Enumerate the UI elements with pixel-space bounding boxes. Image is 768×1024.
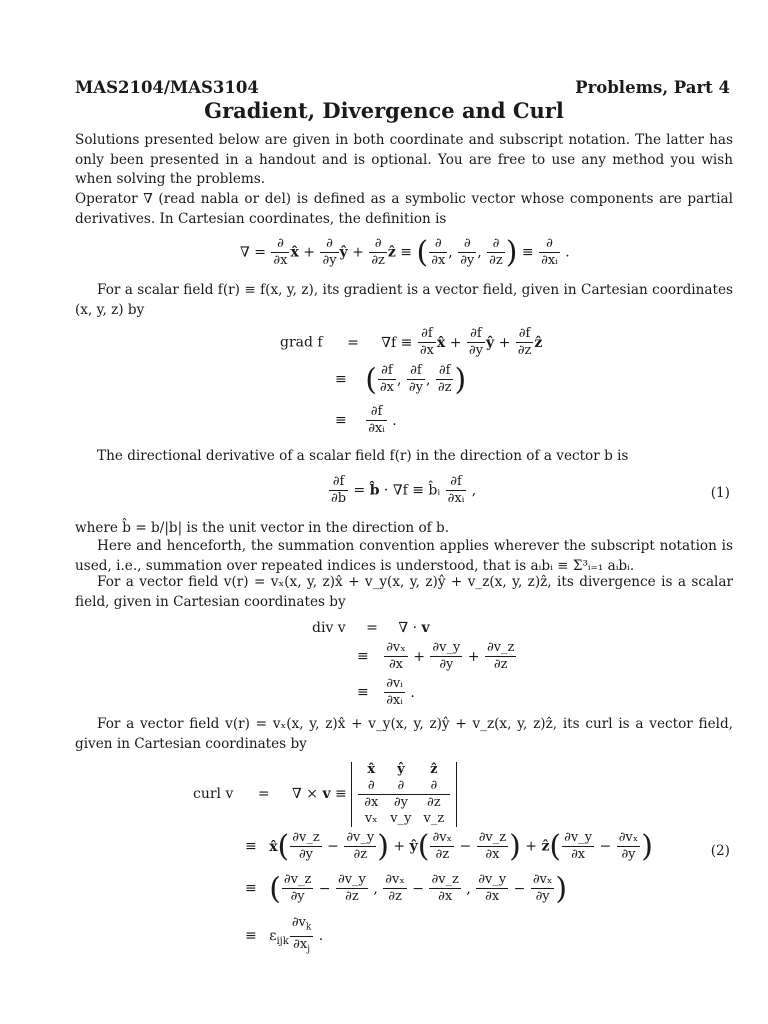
grad-row-2: ≡ ( $\frac{\partial f}{\partial x}$ , $\frac{\partial f}{\partial y}$ , $\frac{\partial f}{\partial z}$ )	[335, 361, 467, 397]
document-title: Gradient, Divergence and Curl	[204, 98, 564, 123]
curl-row-4: ≡ $\varepsilon_{ijk}$ $\frac{\partial v_k}{\partial x_j}$ .	[245, 915, 324, 955]
part-label: Problems, Part 4	[575, 78, 730, 97]
summation-paragraph: Here and henceforth, the summation convention applies wherever the subscript notation is used, i.e., summation over repeated indices is understood, that is aᵢbᵢ ≡ Σ³ᵢ₌₁ aᵢbᵢ.	[75, 538, 733, 574]
divergence-paragraph: For a vector field v(r) = vₓ(x, y, z)x̂ + v_y(x, y, z)ŷ + v_z(x, y, z)ẑ, its divergence is a scalar field, given in Cartesian coordinates by	[75, 574, 733, 610]
document-page: MAS2104/MAS3104 Problems, Part 4 Gradient, Divergence and Curl Solutions presented below are given in both coordinate and subscript notation. The latter has only been presented in a handout and is optional. You are free to use any method you wish when solving the problems. Operator ∇ (read nabla or del) is defined as a symbolic vector whose components are partial derivatives. In Cartesian coordinates, the definition is ∇ = $\frac{\partial}{\partial x}$ x̂ + $\frac{\partial}{\partial y}$ ŷ + $\frac{\partial}{\partial z}$ ẑ ≡ ( $\frac{\partial}{\partial x}$ , $\frac{\partial}{\partial y}$ , $\frac{\partial}{\partial z}$ ) ≡ $\frac{\partial}{\text{∂xᵢ}}$ . For a scalar field f(r) ≡ f(x, y, z), its gradient is a vector field, given in Cartesian coordinates (x, y, z) by grad f = ∇f ≡ $\frac{\partial f}{\partial x}$ x̂ + $\frac{\partial f}{\partial y}$ ŷ + $\frac{\partial f}{\partial z}$ ẑ ≡ ( $\frac{\partial f}{\partial x}$ , $\frac{\partial f}{\partial y}$ , $\frac{\partial f}{\partial z}$ ) ≡ $\frac{\partial f}{\text{∂xᵢ}}$ . The directional derivative of a scalar field f(r) in the direction of a vector b is $\frac{\partial f}{\partial b}$ = b̂ · ∇f ≡ b̂ᵢ $\frac{\partial f}{\text{∂xᵢ}}$ , (1) where b̂ = b/|b| is the unit vector in the direction of b. Here and henceforth, the summation convention applies wherever the subscript notation is used, i.e., summation over repeated indices is understood, that is aᵢbᵢ ≡ Σ³ᵢ₌₁ aᵢbᵢ. For a vector field v(r) = vₓ(x, y, z)x̂ + v_y(x, y, z)ŷ + v_z(x, y, z)ẑ, its divergence is a scalar field, given in Cartesian coordinates by div v = ∇ · v ≡ $\frac{\text{∂vₓ}}{\partial x}$ + $\frac{\partial v\_y}{\partial y}$ + $\frac{\partial v\_z}{\partial z}$ ≡ $\frac{\text{∂vᵢ}}{\text{∂xᵢ}}$ . For a vector field v(r) = vₓ(x, y, z)x̂ + v_y(x, y, z)ŷ + v_z(x, y, z)ẑ, its curl is a vector field, given in Cartesian coordinates by curl v = ∇ × v ≡ x̂ ŷ ẑ ∂ ∂ ∂ ∂x ∂y ∂z vₓ v_y v_z ≡ x̂( $\frac{\partial v\_z}{\partial y}$ − $\frac{\partial v\_y}{\partial z}$ ) + ŷ( $\frac{\text{∂vₓ}}{\partial z}$ − $\frac{\partial v\_z}{\partial x}$ ) + ẑ( $\frac{\partial v\_y}{\partial x}$ − $\frac{\text{∂vₓ}}{\partial y}$ ) (2) ≡ ( $\frac{\partial v\_z}{\partial y}$ − $\frac{\partial v\_y}{\partial z}$ , $\frac{\text{∂vₓ}}{\partial z}$ − $\frac{\partial v\_z}{\partial x}$ , $\frac{\partial v\_y}{\partial x}$ − $\frac{\text{∂vₓ}}{\partial y}$ ) ≡ $\varepsilon_{ijk}$ $\frac{\partial v_k}{\partial x_j}$ .	[0, 0, 768, 1024]
nabla-definition-paragraph: Operator ∇ (read nabla or del) is defined as a symbolic vector whose components are partial derivatives. In Cartesian coordinates, the definition is	[75, 191, 733, 227]
div-row-1: div v = ∇ · v	[312, 620, 430, 636]
gradient-paragraph: For a scalar field f(r) ≡ f(x, y, z), its gradient is a vector field, given in Cartesian coordinates (x, y, z) by	[75, 282, 733, 318]
curl-row-1: curl v = ∇ × v ≡ x̂ ŷ ẑ ∂ ∂ ∂ ∂x ∂y ∂z vₓ v_y v_z	[193, 762, 457, 827]
div-row-2: ≡ $\frac{\text{∂vₓ}}{\partial x}$ + $\frac{\partial v\_y}{\partial y}$ + $\frac{\partial v\_z}{\partial z}$	[357, 640, 515, 672]
grad-label: grad f	[280, 334, 323, 351]
directional-derivative-paragraph: The directional derivative of a scalar field f(r) in the direction of a vector b is	[97, 448, 629, 464]
curl-row-3: ≡ ( $\frac{\partial v\_z}{\partial y}$ − $\frac{\partial v\_y}{\partial z}$ , $\frac{\text{∂vₓ}}{\partial z}$ − $\frac{\partial v\_z}{\partial x}$ , $\frac{\partial v\_y}{\partial x}$ − $\frac{\text{∂vₓ}}{\partial y}$ )	[245, 870, 568, 906]
equation-number-2: (2)	[710, 843, 730, 859]
grad-row-3: ≡ $\frac{\partial f}{\text{∂xᵢ}}$ .	[335, 404, 397, 436]
curl-determinant: x̂ ŷ ẑ ∂ ∂ ∂ ∂x ∂y ∂z vₓ v_y v_z	[351, 762, 457, 827]
curl-paragraph: For a vector field v(r) = vₓ(x, y, z)x̂ + v_y(x, y, z)ŷ + v_z(x, y, z)ẑ, its curl is a vector field, given in Cartesian coordinates by	[75, 716, 733, 752]
div-label: div v	[312, 620, 346, 636]
intro-paragraph: Solutions presented below are given in both coordinate and subscript notation. The latter has only been presented in a handout and is optional. You are free to use any method you wish when solving the problems.	[75, 132, 733, 187]
unit-vector-paragraph: where b̂ = b/|b| is the unit vector in the direction of b.	[75, 520, 450, 536]
equation-number-1: (1)	[710, 485, 730, 501]
grad-row-1: grad f = ∇f ≡ $\frac{\partial f}{\partial x}$ x̂ + $\frac{\partial f}{\partial y}$ ŷ + $\frac{\partial f}{\partial z}$ ẑ	[280, 326, 543, 358]
div-row-3: ≡ $\frac{\text{∂vᵢ}}{\text{∂xᵢ}}$ .	[357, 676, 415, 708]
curl-label: curl v	[193, 785, 234, 802]
course-code: MAS2104/MAS3104	[75, 78, 259, 97]
